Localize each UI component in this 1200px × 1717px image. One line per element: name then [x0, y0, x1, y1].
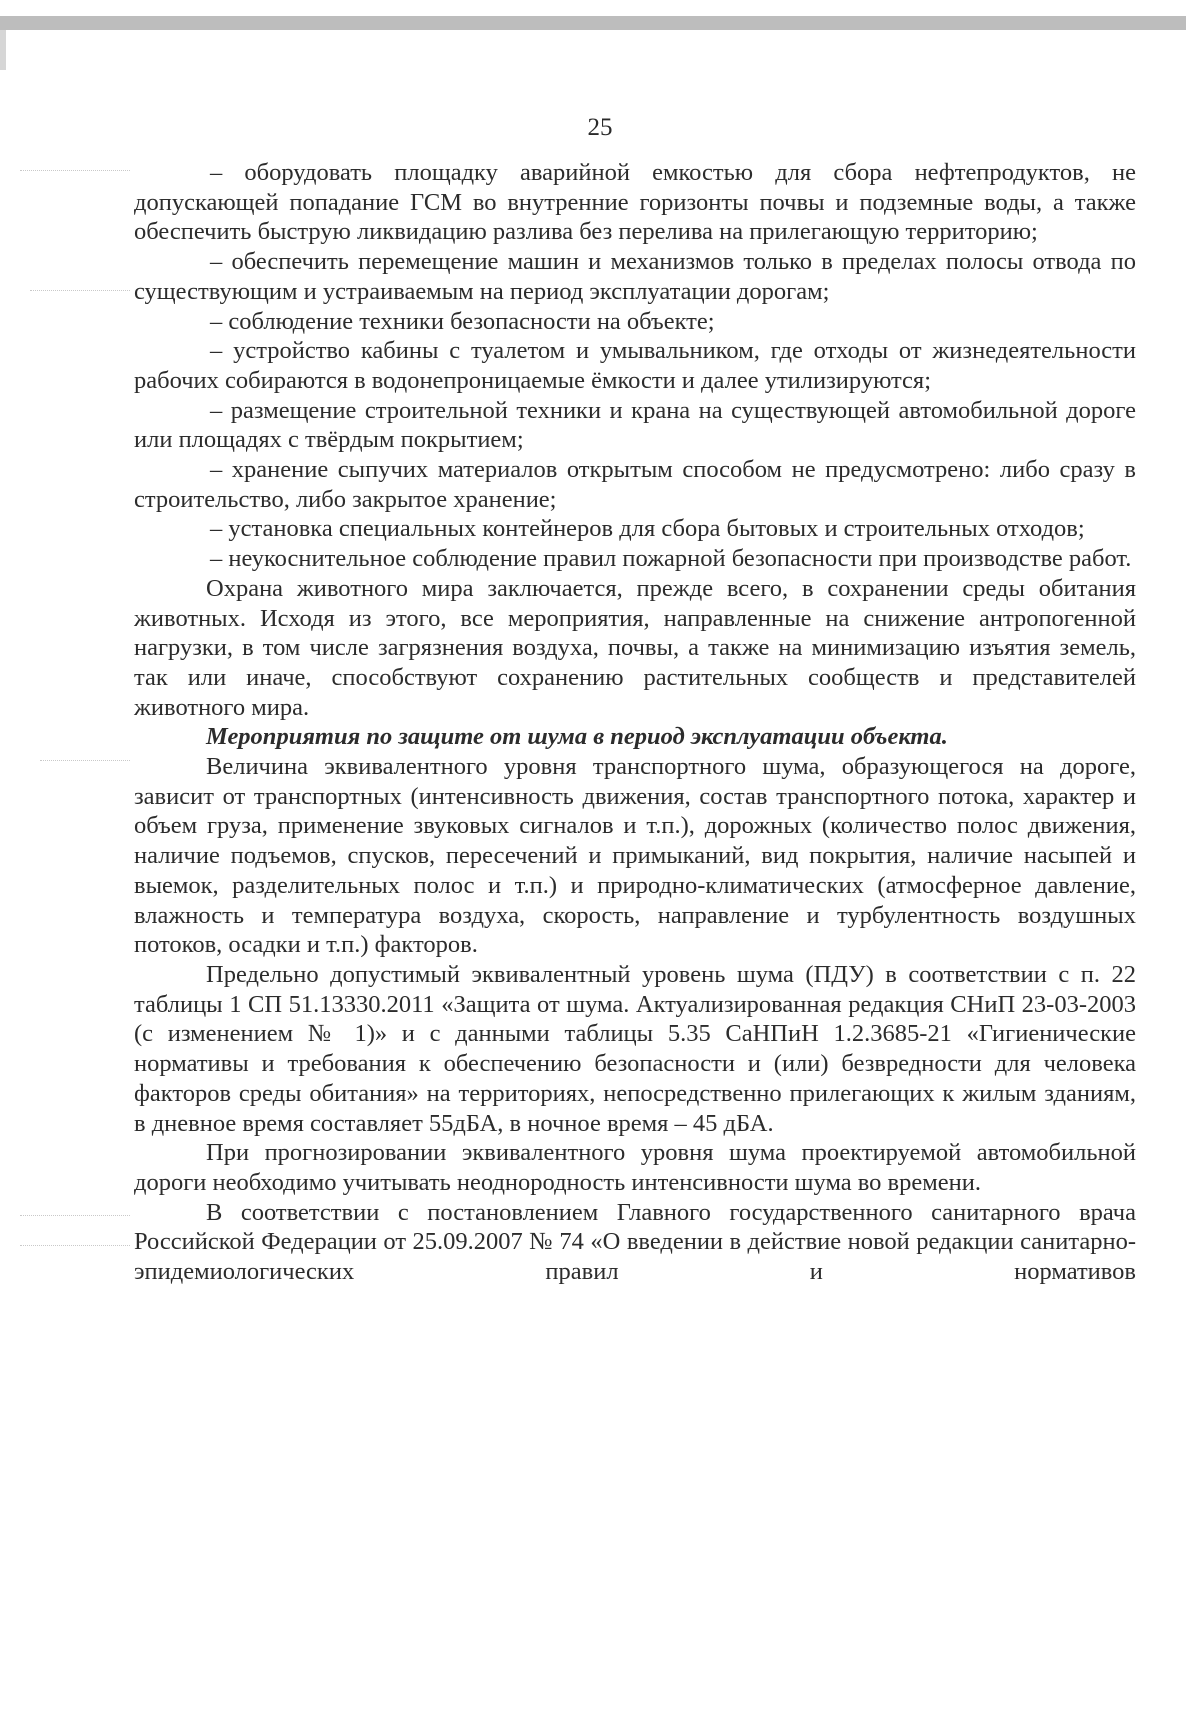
bleed-through-mark: [40, 760, 130, 762]
fauna-paragraph: Охрана животного мира заключается, прежде всего, в сохранении среды обитания животных. Исходя из этого, все мероприятия, направленные на снижение антропогенной нагрузки, в том числе загрязнения воздуха, почвы, а также на минимизацию изъятия земель, так или иначе, способствуют сохранению растительных сообществ и представителей животного мира.: [134, 574, 1136, 721]
measure-item: – устройство кабины с туалетом и умывальником, где отходы от жизнедеятельности рабочих собираются в водонепроницаемые ёмкости и далее утилизируются;: [134, 337, 1136, 394]
pdu-paragraph: Предельно допустимый эквивалентный уровень шума (ПДУ) в соответствии с п. 22 таблицы 1 СП 51.13330.2011 «Защита от шума. Актуализированная редакция СНиП 23-03-2003 (с изменением № 1)» и с данными таблицы 5.35 СаНПиН 1.2.3685-21 «Гигиенические нормативы и требования к обеспечению безопасности и (или) безвредности для человека факторов среды обитания» на территориях, непосредственно прилегающих к жилым зданиям, в дневное время составляет 55дБА, в ночное время – 45 дБА.: [134, 960, 1136, 1137]
measure-item: – оборудовать площадку аварийной емкостью для сбора нефтепродуктов, не допускающей попадание ГСМ во внутренние горизонты почвы и подземные воды, а также обеспечить быструю ликвидацию разлива без перелива на прилегающую территорию;: [134, 159, 1136, 246]
noise-level-paragraph: Величина эквивалентного уровня транспортного шума, образующегося на дороге, зависит от транспортных (интенсивность движения, состав транспортного потока, характер и объем груза, применение звуковых сигналов и т.п.), дорожных (количество полос движения, наличие подъемов, спусков, пересечений и примыканий, вид покрытия, наличие насыпей и выемок, разделительных полос и т.п.) и природно-климатических (атмосферное давление, влажность и температура воздуха, скорость, направление и турбулентность воздушных потоков, осадки и т.п.) факторов.: [134, 753, 1136, 959]
measure-item: – неукоснительное соблюдение правил пожарной безопасности при производстве работ.: [210, 545, 1132, 573]
measure-item: – установка специальных контейнеров для сбора бытовых и строительных отходов;: [210, 515, 1085, 543]
noise-section-heading: Мероприятия по защите от шума в период эксплуатации объекта.: [206, 723, 948, 751]
scan-edge-left: [0, 30, 6, 70]
bleed-through-mark: [20, 170, 130, 172]
measure-item: – соблюдение техники безопасности на объекте;: [210, 307, 715, 335]
measure-item: – хранение сыпучих материалов открытым способом не предусмотрено: либо сразу в строительство, либо закрытое хранение;: [134, 456, 1136, 513]
forecast-paragraph: При прогнозировании эквивалентного уровня шума проектируемой автомобильной дороги необходимо учитывать неоднородность интенсивности шума во времени.: [134, 1139, 1136, 1196]
measure-item: – обеспечить перемещение машин и механизмов только в пределах полосы отвода по существующим и устраиваемым на период эксплуатации дорогам;: [134, 248, 1136, 305]
bleed-through-mark: [30, 290, 130, 292]
scan-edge-top: [0, 16, 1186, 30]
bleed-through-mark: [20, 1215, 130, 1217]
page-number: 25: [587, 114, 613, 141]
measure-item: – размещение строительной техники и крана на существующей автомобильной дороге или площадях с твёрдым покрытием;: [134, 396, 1136, 454]
page-body: [134, 158, 1136, 1287]
bleed-through-mark: [20, 1245, 130, 1247]
decree-paragraph: В соответствии с постановлением Главного государственного санитарного врача Российской Федерации от 25.09.2007 № 74 «О введении в действие новой редакции санитарно-эпидемиологических правил и нормативов: [134, 1198, 1136, 1286]
